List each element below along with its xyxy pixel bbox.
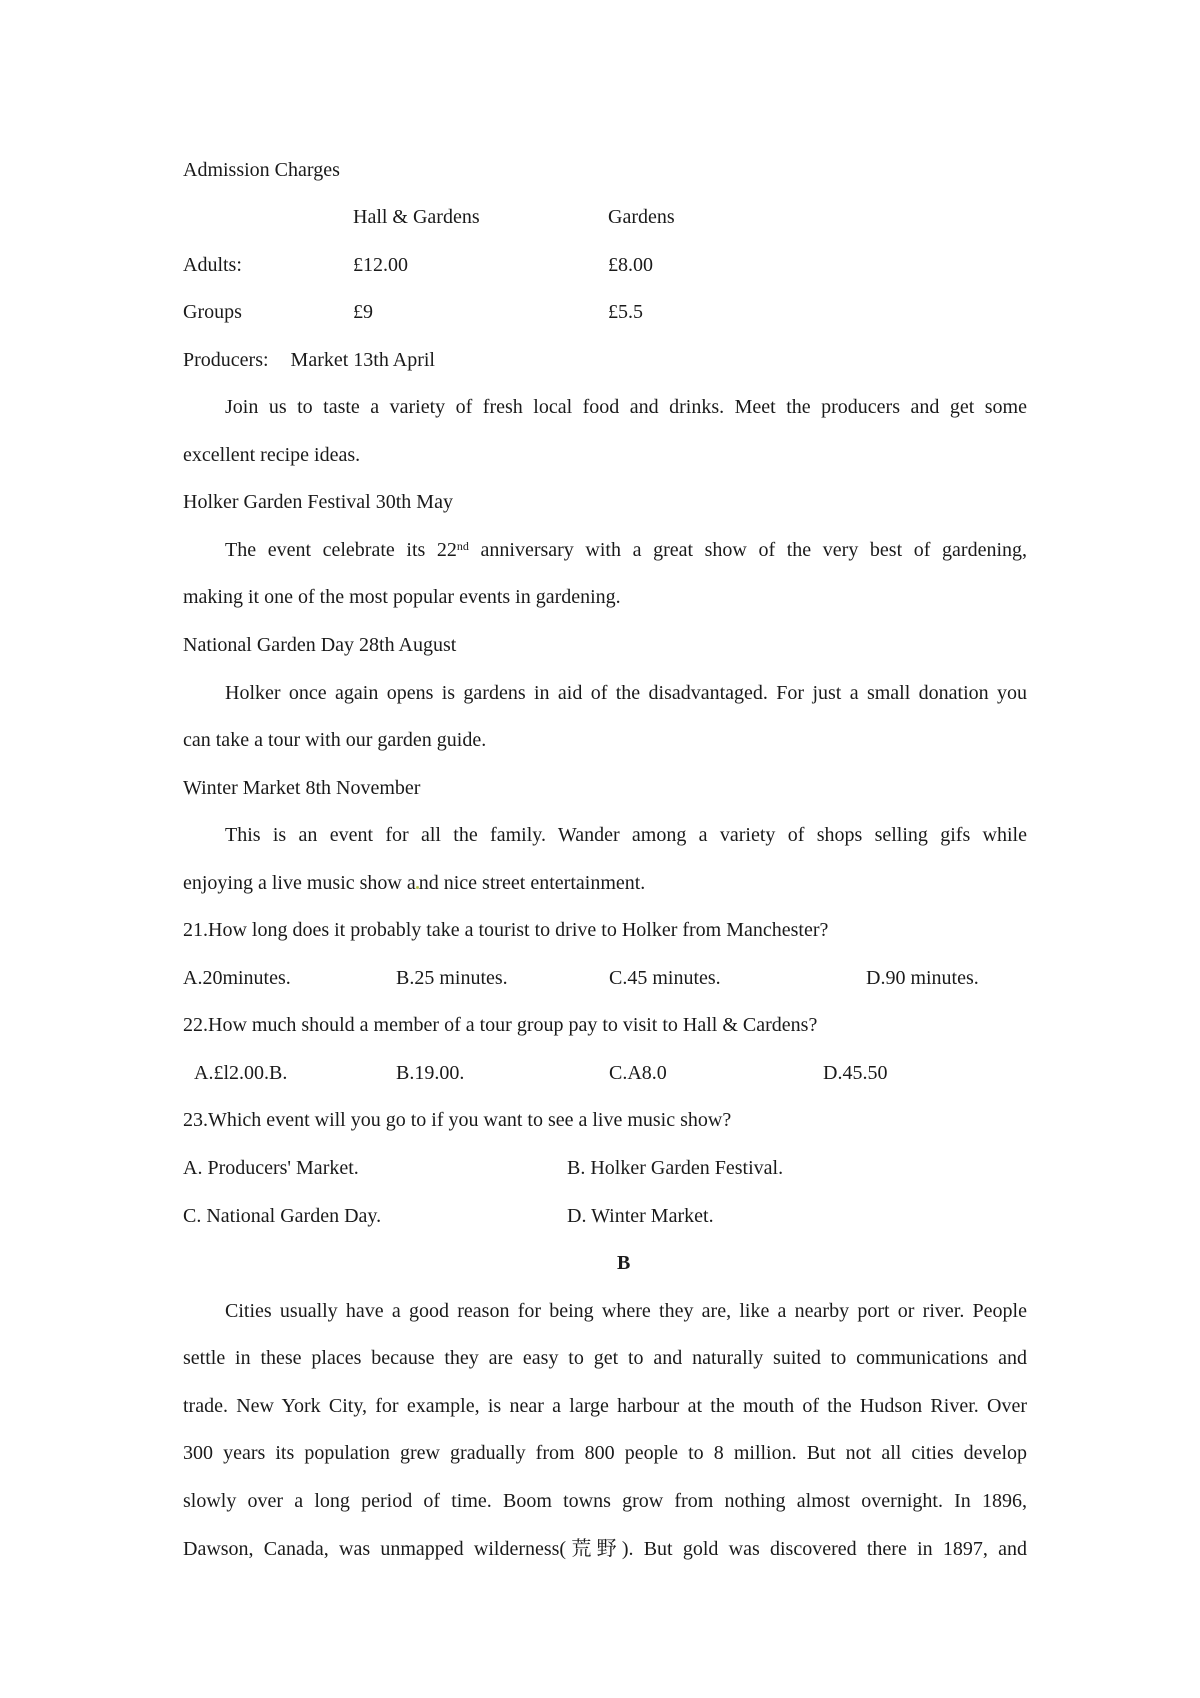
event-heading-winter-market: Winter Market 8th November xyxy=(183,777,421,799)
event-description-line xyxy=(183,871,645,895)
option-d: D. Winter Market. xyxy=(567,1205,714,1227)
option-c: C. National Garden Day. xyxy=(183,1205,382,1227)
section-heading-b: B xyxy=(617,1252,631,1274)
event-heading-producers xyxy=(183,348,435,372)
event-description-line: excellent recipe ideas. xyxy=(183,444,361,466)
event-description-line: Holker once again opens is gardens in aid of the disadvantaged. For just a small donation you xyxy=(225,682,1027,704)
option-d: D.45.50 xyxy=(823,1062,888,1084)
event-description-line: Join us to taste a variety of fresh local food and drinks. Meet the producers and get some xyxy=(225,396,1027,418)
option-b: B.19.00. xyxy=(396,1062,465,1084)
price-adults-gardens: £8.00 xyxy=(608,254,653,276)
option-a: A. Producers' Market. xyxy=(183,1157,359,1179)
col-header-gardens: Gardens xyxy=(608,206,675,228)
price-groups-gardens: £5.5 xyxy=(608,301,643,323)
passage-line: slowly over a long period of time. Boom towns grow from nothing almost overnight. In 1896, xyxy=(183,1490,1027,1512)
passage-line: Cities usually have a good reason for being where they are, like a nearby port or river. People xyxy=(225,1300,1027,1322)
option-c: C.45 minutes. xyxy=(609,967,721,989)
option-b: B. Holker Garden Festival. xyxy=(567,1157,784,1179)
question-22: 22.How much should a member of a tour group pay to visit to Hall & Cardens? xyxy=(183,1014,818,1036)
passage-line: settle in these places because they are easy to get to and naturally suited to communications and xyxy=(183,1347,1027,1369)
event-description-line: making it one of the most popular events in gardening. xyxy=(183,586,621,608)
event-heading-label: Producers: xyxy=(183,349,269,371)
line-post: nd nice street entertainment. xyxy=(418,872,646,894)
event-description-line: can take a tour with our garden guide. xyxy=(183,729,487,751)
event-heading-festival: Holker Garden Festival 30th May xyxy=(183,491,453,513)
option-a: A.20minutes. xyxy=(183,967,291,989)
line-pre: The event celebrate its 22 xyxy=(225,539,457,561)
event-description-line: This is an event for all the family. Wander among a variety of shops selling gifs while xyxy=(225,824,1027,846)
event-description-line xyxy=(225,538,1027,562)
price-groups-hall: £9 xyxy=(353,301,373,323)
col-header-hall-gardens: Hall & Gardens xyxy=(353,206,480,228)
option-b: B.25 minutes. xyxy=(396,967,508,989)
ordinal-suffix: nd xyxy=(456,539,469,553)
question-23: 23.Which event will you go to if you want to see a live music show? xyxy=(183,1109,732,1131)
passage-line: Dawson, Canada, was unmapped wilderness(荒野). But gold was discovered there in 1897, and xyxy=(183,1538,1027,1560)
event-heading-garden-day: National Garden Day 28th August xyxy=(183,634,457,656)
event-heading-rest: Market 13th April xyxy=(290,349,435,371)
line-post: anniversary with a great show of the very best of gardening, xyxy=(468,539,1027,561)
price-adults-hall: £12.00 xyxy=(353,254,408,276)
option-d: D.90 minutes. xyxy=(866,967,979,989)
question-21: 21.How long does it probably take a tourist to drive to Holker from Manchester? xyxy=(183,919,829,941)
passage-line: 300 years its population grew gradually from 800 people to 8 million. But not all cities develop xyxy=(183,1442,1027,1464)
option-a: A.£l2.00.B. xyxy=(194,1062,288,1084)
option-c: C.A8.0 xyxy=(609,1062,667,1084)
row-label-adults: Adults: xyxy=(183,254,242,276)
line-pre: enjoying a live music show a xyxy=(183,872,416,894)
admission-heading: Admission Charges xyxy=(183,159,340,181)
row-label-groups: Groups xyxy=(183,301,242,323)
passage-line: trade. New York City, for example, is near a large harbour at the mouth of the Hudson River. Over xyxy=(183,1395,1027,1417)
